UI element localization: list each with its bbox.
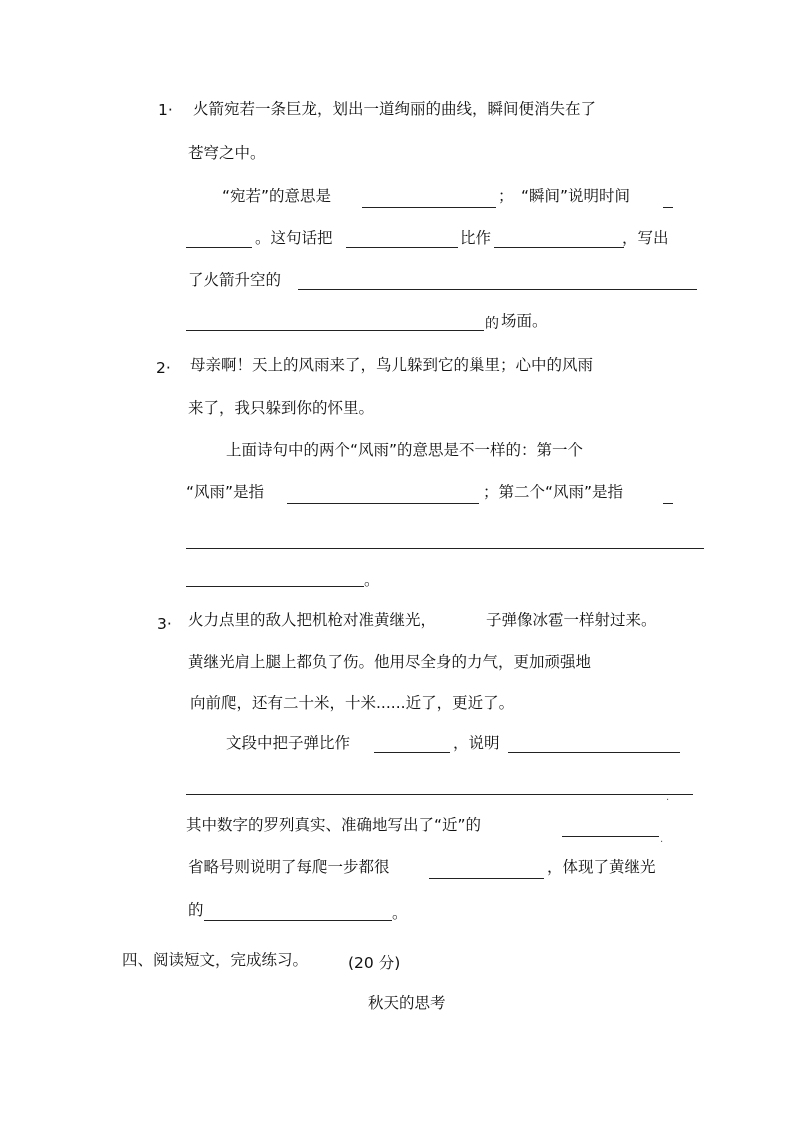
q1-number: 1·	[158, 101, 173, 119]
article-title: 秋天的思考	[368, 994, 446, 1012]
section4-score: (20 分)	[348, 954, 401, 972]
q1-line2: 苍穹之中。	[188, 144, 266, 162]
q3-prompt-explain: ，说明	[453, 734, 500, 752]
q3-blank-spirit[interactable]	[204, 920, 392, 921]
q3-prompt-ellipsis: 省略号则说明了每爬一步都很	[188, 858, 390, 876]
q3-number: 3·	[157, 615, 172, 633]
q1-prompt-shunjian: “瞬间”说明时间	[521, 187, 631, 205]
q1-blank-metaphor[interactable]	[494, 247, 624, 248]
q3-end: 。	[392, 904, 408, 922]
q3-line1b: 子弹像冰雹一样射过来。	[486, 611, 657, 629]
q3-blank-bullet[interactable]	[374, 752, 450, 753]
q3-dot-mark: .	[666, 792, 670, 803]
q3-prompt-bullet: 文段中把子弹比作	[226, 734, 351, 752]
q2-line1: 母亲啊！天上的风雨来了，鸟儿躲到它的巢里；心中的风雨	[190, 356, 594, 374]
q1-line1: 火箭宛若一条巨龙，划出一道绚丽的曲线，瞬间便消失在了	[193, 100, 597, 118]
q2-blank-first[interactable]	[287, 503, 479, 504]
q3-line3: 向前爬，还有二十米，十米......近了，更近了。	[190, 694, 515, 712]
q1-changmian: 场面。	[501, 312, 548, 330]
q1-prompt-zhejuhuaba: 。这句话把	[255, 229, 333, 247]
q2-blank-second-line2[interactable]	[186, 548, 704, 549]
q2-line2: 来了，我只躲到你的怀里。	[188, 399, 375, 417]
q2-end: 。	[364, 571, 380, 589]
q3-blank-explain[interactable]	[508, 752, 680, 753]
q1-prompt-shengkong: 了火箭升空的	[188, 271, 282, 289]
q1-blank-shunjian-start[interactable]	[663, 207, 673, 208]
q2-prompt-second: ；第二个“风雨”是指	[483, 483, 624, 501]
q1-blank-scene-line1[interactable]	[298, 289, 697, 290]
q1-blank-wanruo[interactable]	[362, 207, 496, 208]
q3-blank-ellipsis[interactable]	[429, 878, 544, 879]
q1-prompt-wanruo: “宛若”的意思是	[222, 187, 332, 205]
q3-dot-mark-2: .	[660, 834, 664, 845]
q3-blank-near[interactable]	[562, 836, 659, 837]
q3-line1a: 火力点里的敌人把机枪对准黄继光，	[188, 611, 437, 629]
q3-blank-explain-line2[interactable]	[186, 794, 693, 795]
q1-blank-subject[interactable]	[346, 247, 458, 248]
q3-prompt-huangjiguang: ，体现了黄继光	[547, 858, 656, 876]
q1-de: 的	[485, 316, 499, 332]
q1-prompt-xiechu: ，写出	[622, 229, 669, 247]
q1-semicolon: ；	[498, 187, 514, 205]
q3-prompt-numbers: 其中数字的罗列真实、准确地写出了“近”的	[186, 816, 482, 834]
q2-blank-second-line3[interactable]	[186, 586, 364, 587]
section4-heading: 四、阅读短文，完成练习。	[122, 951, 309, 969]
q3-line2: 黄继光肩上腿上都负了伤。他用尽全身的力气，更加顽强地	[188, 653, 592, 671]
q2-line3: 上面诗句中的两个“风雨”的意思是不一样的：第一个	[226, 441, 584, 459]
q1-blank-shunjian[interactable]	[186, 247, 252, 248]
q3-de: 的	[188, 901, 204, 919]
q1-blank-scene-line2[interactable]	[186, 330, 484, 331]
q1-prompt-bizuo: 比作	[460, 229, 492, 247]
q2-number: 2·	[156, 359, 171, 377]
q2-blank-second-start[interactable]	[663, 503, 673, 504]
q2-prompt-first: “风雨”是指	[186, 483, 265, 501]
